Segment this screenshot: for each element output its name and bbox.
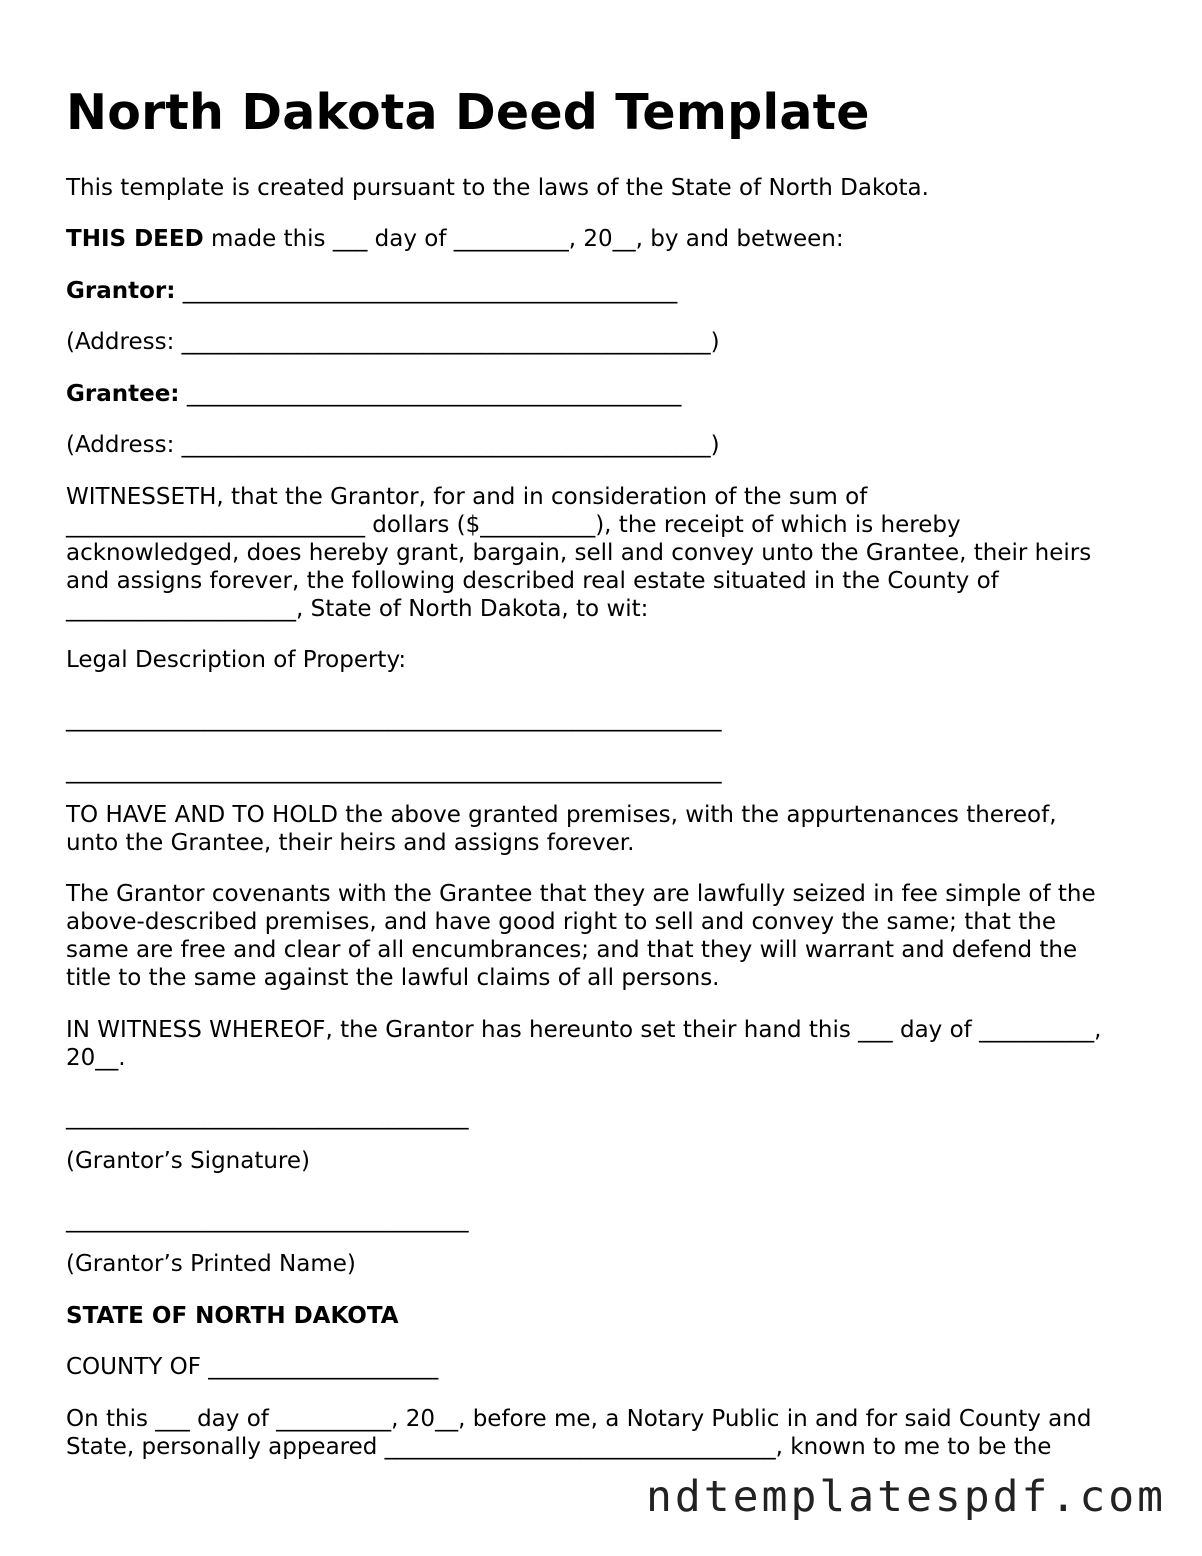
covenant-line-2: above-described premises, and have good right to sell and convey the same; that the xyxy=(66,909,1056,935)
deed-bold-label: THIS DEED xyxy=(66,226,204,252)
signature-line: ___________________________________ xyxy=(66,1104,469,1130)
witness-whereof-line-1: IN WITNESS WHEREOF, the Grantor has hereunto set their hand this ___ day of __________, xyxy=(66,1017,1102,1043)
grantor-address: (Address: ______________________________________________) xyxy=(66,329,720,355)
signature-caption: (Grantor’s Signature) xyxy=(66,1148,311,1174)
legal-description-label: Legal Description of Property: xyxy=(66,647,407,673)
covenant-line-1: The Grantor covenants with the Grantee that they are lawfully seized in fee simple of the xyxy=(66,881,1096,907)
habendum-line-2: unto the Grantee, their heirs and assigns forever. xyxy=(66,830,635,856)
printed-name-line: ___________________________________ xyxy=(66,1207,469,1233)
deed-date-text: made this ___ day of __________, 20__, by and between: xyxy=(203,226,844,252)
state-heading-text: STATE OF NORTH DAKOTA xyxy=(66,1303,399,1329)
witnesseth-line-4: and assigns forever, the following described real estate situated in the County of xyxy=(66,568,999,594)
site-watermark: ndtemplatespdf.com xyxy=(646,1472,1166,1522)
notary-line-1: On this ___ day of __________, 20__, before me, a Notary Public in and for said County and xyxy=(66,1406,1092,1432)
grantee-line xyxy=(66,380,681,408)
deed-date-line xyxy=(66,225,844,253)
document-title: North Dakota Deed Template xyxy=(66,84,870,141)
legal-description-line-2: _________________________________________________________ xyxy=(66,758,722,784)
grantee-address: (Address: ______________________________________________) xyxy=(66,432,720,458)
grantor-line xyxy=(66,277,677,305)
grantee-blank: ___________________________________________ xyxy=(179,381,682,407)
covenant-line-3: same are free and clear of all encumbrances; and that they will warrant and defend the xyxy=(66,937,1078,963)
witness-whereof-line-2: 20__. xyxy=(66,1045,126,1071)
witnesseth-line-5: ____________________, State of North Dakota, to wit: xyxy=(66,596,649,622)
habendum-line-1: TO HAVE AND TO HOLD the above granted premises, with the appurtenances thereof, xyxy=(66,802,1057,828)
witnesseth-line-2: __________________________ dollars ($__________), the receipt of which is hereby xyxy=(66,512,961,538)
witnesseth-line-1: WITNESSETH, that the Grantor, for and in consideration of the sum of xyxy=(66,484,868,510)
grantee-label: Grantee: xyxy=(66,381,180,407)
witnesseth-line-3: acknowledged, does hereby grant, bargain, sell and convey unto the Grantee, their heirs xyxy=(66,540,1092,566)
grantor-label: Grantor: xyxy=(66,278,176,304)
county-line: COUNTY OF ____________________ xyxy=(66,1354,439,1380)
notary-line-2: State, personally appeared __________________________________, known to me to be the xyxy=(66,1434,1052,1460)
covenant-line-4: title to the same against the lawful claims of all persons. xyxy=(66,965,720,991)
legal-description-line-1: _________________________________________________________ xyxy=(66,706,722,732)
intro-text: This template is created pursuant to the laws of the State of North Dakota. xyxy=(66,175,929,201)
grantor-blank: ___________________________________________ xyxy=(175,278,678,304)
state-heading xyxy=(66,1302,399,1330)
printed-name-caption: (Grantor’s Printed Name) xyxy=(66,1251,356,1277)
